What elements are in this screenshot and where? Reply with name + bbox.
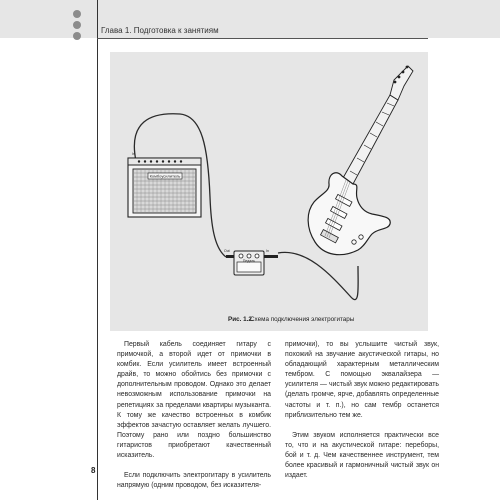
amplifier-icon	[128, 158, 201, 217]
text-column-right	[285, 340, 439, 481]
paragraph: Этим звуком исполняется практически все то, что и на акустической гитаре: переборы, бой и т. д. Чем качественнее инструмент, тем более красивый и гармоничный чистый звук он издает.	[285, 431, 439, 480]
paragraph: примочки), то вы услышите чистый звук, похожий на звучание акустической гитары, но обладающий характерным металлическим тембром. С помощью эквалайзера — усилителя — чистый звук можно редактировать (делать громче, ярче, добавлять определенные частоты и т. п.), но сам тембр останется приблизительно тем же.	[285, 341, 439, 419]
pedal-label: Педаль	[242, 259, 256, 263]
cable-pedal-to-guitar	[278, 252, 358, 299]
pedal-icon	[226, 251, 278, 275]
guitar-connection-diagram	[110, 52, 428, 331]
amp-label: Комбоусилитель	[149, 173, 181, 179]
text-column-left	[117, 340, 271, 491]
pedal-in-label: In	[266, 249, 269, 253]
dot-icon	[73, 21, 81, 29]
paragraph: Первый кабель соединяет гитару с примочкой, а второй идет от примочки в комбик. Если усилитель имеет встроенный драйв, то можно обойтись без примочки с дополнительным проводом. Однако это делает невозможным использование примочки на репетициях за пределами квартиры музыканта. К тому же качество встроенных в комбик эффектов зачастую оставляет желать лучшего. Поэтому рано или поздно большинство гитаристов приобретают качественный исказитель.	[117, 341, 271, 460]
figure-panel	[110, 52, 428, 331]
header-rule	[97, 38, 428, 39]
dot-icon	[73, 10, 81, 18]
decorative-dots	[73, 10, 85, 43]
page-number: 8	[91, 466, 96, 475]
pedal-out-label: Out	[224, 249, 230, 253]
amp-input-label: In	[132, 152, 135, 156]
figure-caption-text: Схема подключения электрогитары	[250, 316, 355, 323]
electric-guitar-icon	[308, 66, 413, 255]
chapter-title: Глава 1. Подготовка к занятиям	[101, 26, 219, 35]
dot-icon	[73, 32, 81, 40]
paragraph: Если подключить электрогитару в усилитель напрямую (одним проводом, без исказителя-	[117, 472, 271, 490]
margin-rule	[97, 0, 98, 500]
figure-caption-label: Рис. 1.2.	[228, 316, 254, 323]
